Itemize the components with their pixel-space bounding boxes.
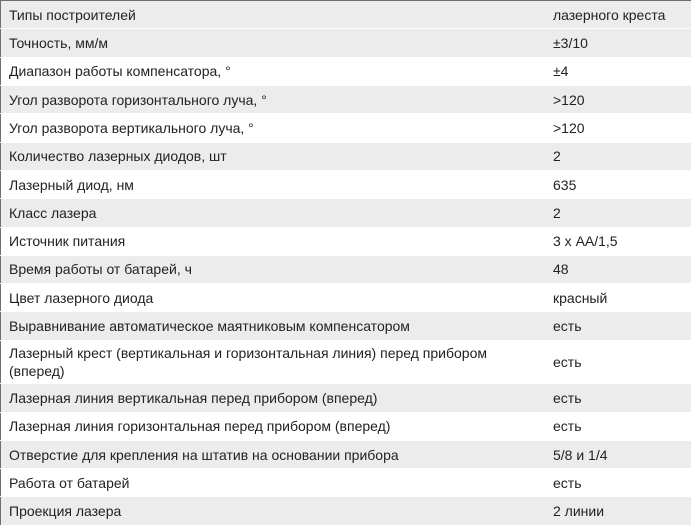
spec-value: ±3/10 xyxy=(545,29,691,57)
spec-label: Работа от батарей xyxy=(1,469,546,497)
table-row xyxy=(1,114,691,142)
table-row xyxy=(1,312,691,340)
spec-value: есть xyxy=(545,469,691,497)
spec-label: Количество лазерных диодов, шт xyxy=(1,142,546,170)
table-row xyxy=(1,29,691,57)
table-row xyxy=(1,199,691,227)
spec-value: 635 xyxy=(545,170,691,198)
spec-value: 48 xyxy=(545,255,691,283)
table-row xyxy=(1,170,691,198)
spec-label: Источник питания xyxy=(1,227,546,255)
spec-value: есть xyxy=(545,412,691,440)
spec-value: есть xyxy=(545,384,691,412)
table-row xyxy=(1,85,691,113)
spec-label: Диапазон работы компенсатора, ° xyxy=(1,57,546,85)
spec-value: >120 xyxy=(545,114,691,142)
spec-label: Лазерный крест (вертикальная и горизонтальная линия) перед прибором (вперед) xyxy=(1,340,546,383)
table-row xyxy=(1,440,691,468)
spec-value: есть xyxy=(545,312,691,340)
table-row xyxy=(1,1,691,29)
spec-label: Лазерная линия вертикальная перед прибором (вперед) xyxy=(1,384,546,412)
spec-value: 2 xyxy=(545,199,691,227)
table-row xyxy=(1,384,691,412)
table-row xyxy=(1,142,691,170)
spec-value: есть xyxy=(545,340,691,383)
spec-label: Угол разворота горизонтального луча, ° xyxy=(1,85,546,113)
spec-value: 3 х АА/1,5 xyxy=(545,227,691,255)
spec-value: лазерного креста xyxy=(545,1,691,29)
spec-value: >120 xyxy=(545,85,691,113)
spec-label: Время работы от батарей, ч xyxy=(1,255,546,283)
spec-label: Класс лазера xyxy=(1,199,546,227)
spec-value: 2 линии xyxy=(545,497,691,526)
table-row xyxy=(1,227,691,255)
spec-value: 5/8 и 1/4 xyxy=(545,440,691,468)
spec-label: Лазерный диод, нм xyxy=(1,170,546,198)
spec-label: Отверстие для крепления на штатив на основании прибора xyxy=(1,440,546,468)
spec-label: Проекция лазера xyxy=(1,497,546,526)
spec-value: красный xyxy=(545,284,691,312)
table-row xyxy=(1,412,691,440)
table-row xyxy=(1,284,691,312)
spec-value: ±4 xyxy=(545,57,691,85)
spec-value: 2 xyxy=(545,142,691,170)
spec-label: Угол разворота вертикального луча, ° xyxy=(1,114,546,142)
table-row xyxy=(1,469,691,497)
table-row xyxy=(1,340,691,383)
spec-label: Типы построителей xyxy=(1,1,546,29)
table-row xyxy=(1,57,691,85)
table-row xyxy=(1,497,691,526)
spec-label: Выравнивание автоматическое маятниковым компенсатором xyxy=(1,312,546,340)
spec-label: Точность, мм/м xyxy=(1,29,546,57)
spec-label: Лазерная линия горизонтальная перед прибором (вперед) xyxy=(1,412,546,440)
spec-label: Цвет лазерного диода xyxy=(1,284,546,312)
table-row xyxy=(1,255,691,283)
